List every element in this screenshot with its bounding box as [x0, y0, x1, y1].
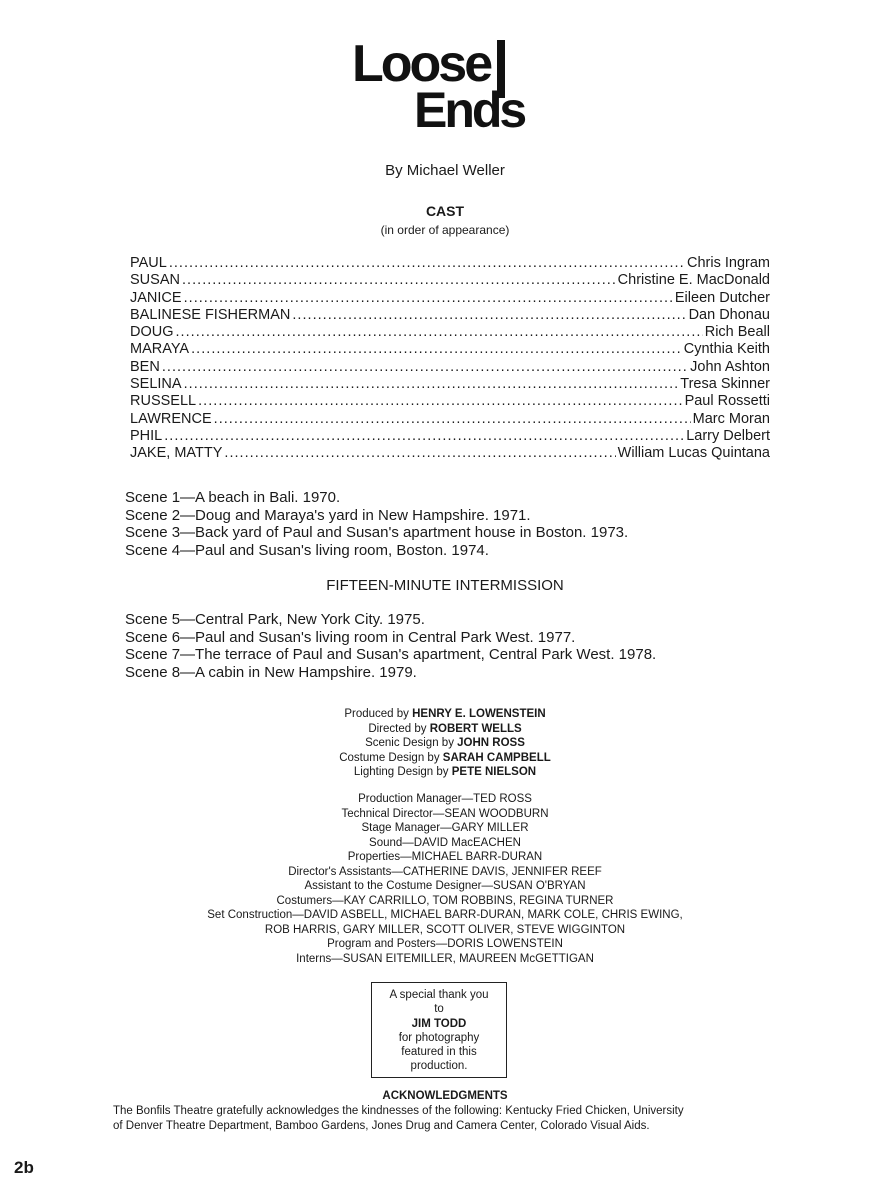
acknowledgments-text: [113, 1104, 763, 1133]
cast-role: RUSSELL: [130, 393, 197, 410]
design-credit-line: [0, 751, 890, 766]
credit-name: JOHN ROSS: [457, 737, 525, 749]
acknowledgments-line: The Bonfils Theatre gratefully acknowledges the kindnesses of the following: Kentucky Fried Chicken, University: [113, 1105, 684, 1117]
credit-name: PETE NIELSON: [451, 766, 537, 778]
acknowledgments-line: of Denver Theatre Department, Bamboo Gardens, Jones Drug and Camera Center, Colorado Visual Aids.: [113, 1119, 650, 1132]
staff-credit-line: Costumers—KAY CARRILLO, TOM ROBBINS, REGINA TURNER: [276, 894, 614, 907]
staff-credit-line: Technical Director—SEAN WOODBURN: [341, 807, 549, 820]
thanks-line: A special thank you: [389, 989, 489, 1001]
staff-credit-line: ROB HARRIS, GARY MILLER, SCOTT OLIVER, STEVE WIGGINTON: [264, 923, 626, 936]
leader-dots: [191, 341, 682, 358]
staff-credit-line: Program and Posters—DORIS LOWENSTEIN: [327, 938, 563, 950]
scene-line: Scene 6—Paul and Susan's living room in Central Park West. 1977.: [125, 628, 576, 646]
leader-dots: [292, 307, 686, 324]
thanks-line: featured in this: [401, 1046, 477, 1059]
scene-line: Scene 5—Central Park, New York City. 1975.: [125, 611, 425, 628]
cast-actor: Larry Delbert: [686, 427, 770, 444]
cast-row: [130, 290, 770, 307]
credit-label: Produced by: [344, 708, 409, 720]
special-thanks-box: [371, 982, 507, 1078]
staff-credit-line: Director's Assistants—CATHERINE DAVIS, JENNIFER REEF: [288, 865, 602, 878]
credit-name: ROBERT WELLS: [429, 722, 522, 735]
credit-label: Directed by: [368, 722, 427, 735]
scene-list-act-1: [125, 489, 628, 559]
leader-dots: [162, 359, 688, 376]
cast-row: [130, 445, 770, 462]
staff-credit-line: Set Construction—DAVID ASBELL, MICHAEL BARR-DURAN, MARK COLE, CHRIS EWING,: [207, 909, 683, 921]
cast-row: [130, 411, 770, 428]
thanks-line: to: [434, 1003, 444, 1016]
cast-row: [130, 359, 770, 376]
scene-line: Scene 8—A cabin in New Hampshire. 1979.: [125, 663, 417, 681]
cast-subheading: (in order of appearance): [380, 223, 510, 237]
cast-row: [130, 307, 770, 324]
staff-credit-line: Properties—MICHAEL BARR-DURAN: [347, 851, 543, 863]
cast-role: DOUG: [130, 324, 174, 341]
staff-credit-line: Assistant to the Costume Designer—SUSAN O'BRYAN: [304, 880, 586, 892]
cast-list: [130, 255, 770, 463]
cast-actor: Tresa Skinner: [680, 376, 770, 393]
staff-credit-line: Interns—SUSAN EITEMILLER, MAUREEN McGETTIGAN: [296, 952, 594, 965]
cast-row: [130, 324, 770, 341]
staff-credit-line: Stage Manager—GARY MILLER: [361, 822, 529, 834]
leader-dots: [164, 428, 684, 445]
play-title-logo: [352, 35, 542, 138]
cast-role: LAWRENCE: [130, 410, 212, 427]
design-credits: [0, 707, 890, 780]
cast-row: [130, 428, 770, 445]
title-line-1: Loose: [352, 35, 491, 93]
cast-role: SUSAN: [130, 272, 180, 289]
scene-line: Scene 2—Doug and Maraya's yard in New Hampshire. 1971.: [125, 506, 531, 524]
cast-role: JANICE: [130, 289, 182, 306]
acknowledgments-heading: ACKNOWLEDGMENTS: [382, 1090, 508, 1102]
leader-dots: [176, 324, 703, 341]
cast-role: JAKE, MATTY: [130, 445, 223, 462]
cast-actor: Eileen Dutcher: [674, 289, 770, 306]
thanks-name: JIM TODD: [411, 1017, 467, 1030]
page-number: 2b: [14, 1158, 34, 1177]
design-credit-line: [0, 707, 890, 722]
cast-role: MARAYA: [130, 341, 190, 358]
credit-label: Scenic Design by: [365, 737, 454, 749]
cast-role: BALINESE FISHERMAN: [130, 306, 291, 323]
cast-role: PAUL: [130, 255, 167, 271]
thanks-line: production.: [410, 1060, 468, 1073]
leader-dots: [198, 393, 682, 410]
credit-name: HENRY E. LOWENSTEIN: [412, 708, 546, 720]
credit-label: Lighting Design by: [353, 766, 449, 778]
leader-dots: [182, 272, 616, 289]
scene-line: Scene 1—A beach in Bali. 1970.: [125, 489, 341, 506]
cast-actor: Christine E. MacDonald: [617, 272, 770, 289]
intermission-note: FIFTEEN-MINUTE INTERMISSION: [326, 577, 564, 594]
design-credit-line: [0, 722, 890, 737]
leader-dots: [169, 255, 685, 272]
leader-dots: [224, 445, 615, 462]
credit-name: SARAH CAMPBELL: [442, 751, 551, 764]
cast-actor: Chris Ingram: [687, 255, 770, 271]
staff-credit-line: Production Manager—TED ROSS: [358, 793, 532, 805]
leader-dots: [214, 411, 691, 428]
credit-label: Costume Design by: [339, 751, 440, 764]
staff-credit-line: Sound—DAVID MacEACHEN: [369, 836, 521, 849]
cast-row: [130, 393, 770, 410]
cast-actor: Cynthia Keith: [683, 341, 770, 358]
leader-dots: [184, 376, 679, 393]
playwright-byline: By Michael Weller: [385, 162, 505, 179]
design-credit-line: [0, 736, 890, 751]
scene-line: Scene 7—The terrace of Paul and Susan's apartment, Central Park West. 1978.: [125, 646, 657, 663]
staff-credits: [0, 792, 890, 966]
cast-actor: Dan Dhonau: [688, 306, 770, 323]
cast-actor: William Lucas Quintana: [617, 445, 770, 462]
title-line-2: Ends: [414, 82, 525, 138]
leader-dots: [184, 290, 673, 307]
cast-role: BEN: [130, 358, 160, 375]
scene-list-act-2: [125, 611, 656, 681]
cast-row: [130, 272, 770, 289]
cast-row: [130, 376, 770, 393]
design-credit-line: [0, 765, 890, 780]
cast-heading: CAST: [425, 203, 465, 219]
cast-row: [130, 341, 770, 358]
thanks-line: for photography: [398, 1031, 480, 1044]
cast-actor: Paul Rossetti: [684, 393, 770, 410]
cast-actor: Marc Moran: [692, 410, 770, 427]
scene-line: Scene 3—Back yard of Paul and Susan's apartment house in Boston. 1973.: [125, 524, 629, 541]
cast-row: [130, 255, 770, 272]
cast-actor: Rich Beall: [704, 324, 770, 341]
cast-actor: John Ashton: [690, 358, 770, 375]
cast-role: SELINA: [130, 376, 182, 393]
scene-line: Scene 4—Paul and Susan's living room, Boston. 1974.: [125, 541, 489, 559]
cast-role: PHIL: [130, 427, 163, 444]
